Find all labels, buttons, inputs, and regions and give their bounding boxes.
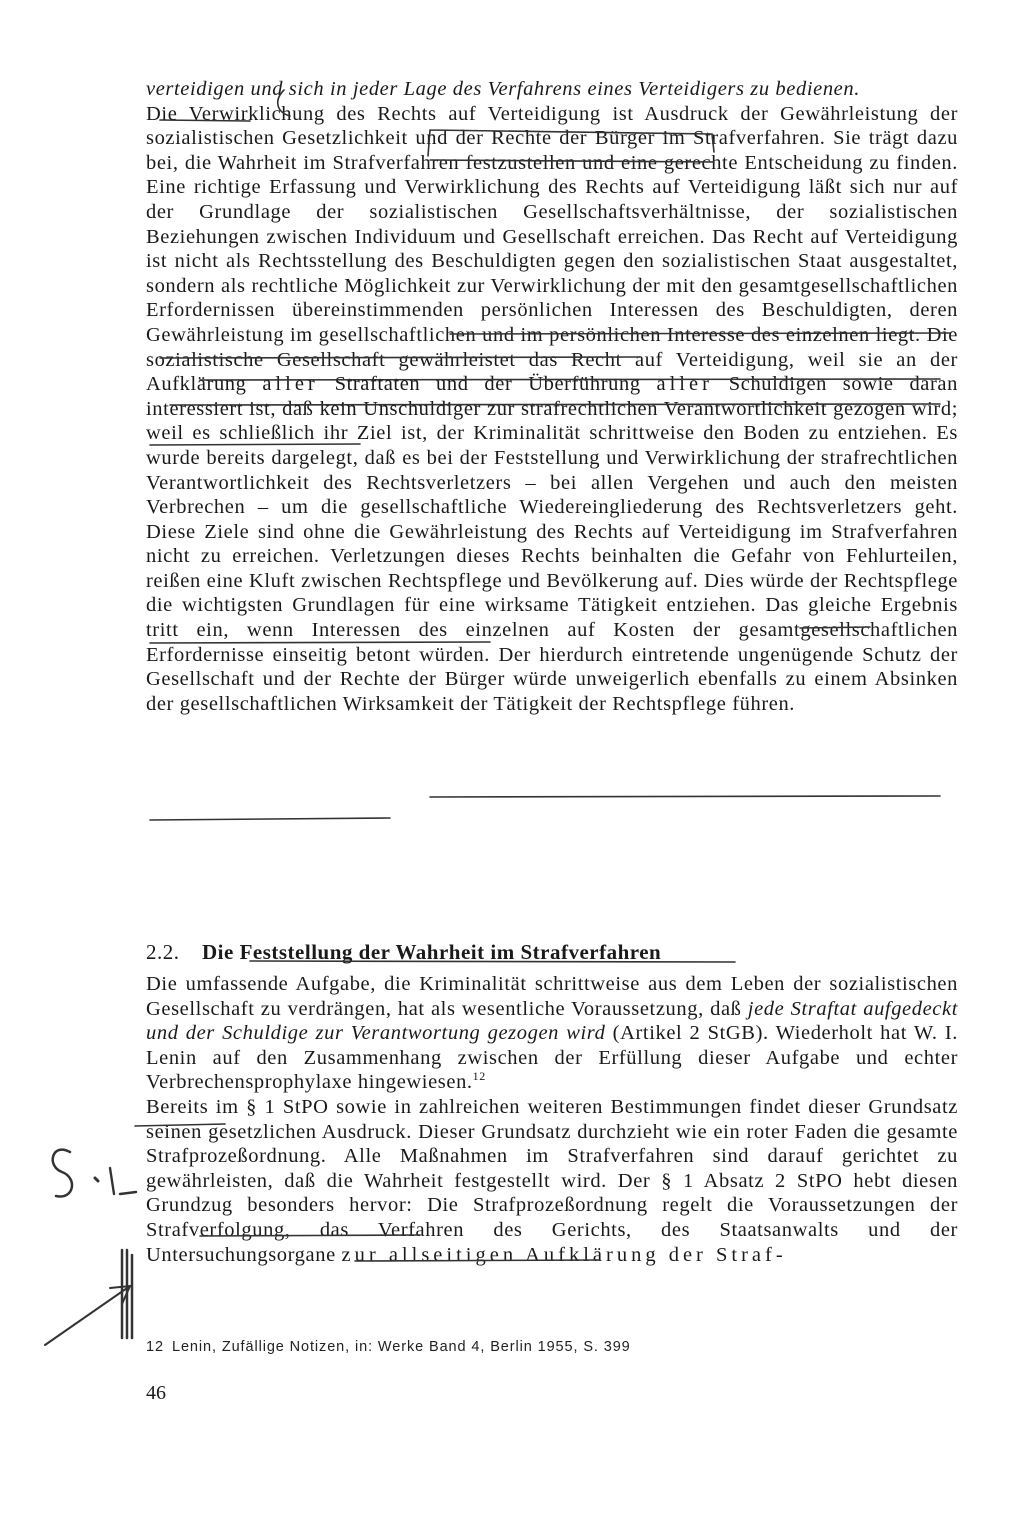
section-body: [146, 972, 958, 1267]
pen-dot: [95, 1178, 98, 1181]
intro-italic-lead: verteidigen und sich in jeder Lage des Verfahrens eines Verteidigers zu bedienen.: [146, 78, 860, 100]
intro-text: [146, 77, 958, 716]
page-number: 46: [146, 1382, 166, 1404]
spaced-aller-1: aller: [262, 373, 319, 396]
section-p2-text: Bereits im § 1 StPO sowie in zahlreichen weiteren Bestimmungen findet dieser Grundsatz seinen gesetzlichen Ausdruck. Dieser Grundsatz durchzieht wie ein roter Faden die gesamte Strafprozeßordnung. Alle Maßnahmen im Strafverfahren sind darauf gerichtet zu gewährleisten, daß die Wahrheit festgestellt wird. Der § 1 Absatz 2 StPO hebt diesen Grundzug besonders hervor: Die Strafprozeßordnung regelt die Voraussetzungen der Strafverfolgung, das Verfahren des Gerichts, des Staatsanwalts und der Untersuchungsorgane: [146, 1095, 958, 1266]
section-paragraph-1: [146, 972, 958, 1095]
pen-arrow: [45, 1286, 130, 1345]
section-paragraph-2: [146, 1095, 958, 1267]
section-p1-italic: jede Straftat aufgedeckt und der Schuldige zur Verantwortung gezogen wird: [146, 997, 959, 1045]
section-p2-spaced: zur allseitigen Aufklärung der Straf-: [341, 1243, 787, 1266]
intro-text-a: Die Verwirklichung des Rechts auf Verteidigung ist Ausdruck der Gewährleistung der sozialistischen Gesetzlichkeit und der Rechte der Bürger im Strafverfahren. Sie trägt dazu bei, die Wahrheit im Strafverfahren festzustellen und eine gerechte Entscheidung zu finden. Eine richtige Erfassung und Verwirklichung des Rechts auf Verteidigung läßt sich nur auf der Grundlage der sozialistischen Gesellschaftsverhältnisse, der sozialistischen Beziehungen zwischen Individuum und Gesellschaft erreichen. Das Recht auf Verteidigung ist nicht als Rechtsstellung des Beschuldigten gegen den sozialistischen Staat ausgestaltet, sondern als rechtliche Möglichkeit zur Verwirklichung der mit den gesamtgesellschaftlichen Erfordernissen übereinstimmenden persönlichen Interessen des Beschuldigten, deren Gewährleistung im gesellschaftlichen und im persönlichen Interesse des einzelnen liegt. Die sozialistische Gesellschaft gewährleistet das Recht auf Verteidigung, weil sie an der Aufklärung: [146, 102, 958, 396]
footnote-number: 12: [146, 1339, 164, 1355]
section-number: 2.2.: [146, 940, 180, 964]
spaced-aller-2: aller: [656, 373, 713, 396]
intro-text-b: Schuldigen sowie daran interessiert ist, daß kein Unschuldiger zur strafrechtlichen Verantwortlichkeit gezogen wird; weil es schließlich ihr Ziel ist, der Kriminalität schrittweise den Boden zu entziehen. Es wurde bereits dargelegt, daß es bei der Feststellung und Verwirklichung der strafrechtlichen Verantwortlichkeit des Rechtsverletzers – bei allen Vergehen und auch den meisten Verbrechen – um die gesellschaftliche Wiedereingliederung des Rechtsverletzers geht. Diese Ziele sind ohne die Gewährleistung des Rechts auf Verteidigung im Strafverfahren nicht zu erreichen. Verletzungen dieses Rechts beinhalten die Gefahr von Fehlurteilen, reißen eine Kluft zwischen Rechtspflege und Bevölkerung auf. Dies würde der Rechtspflege die wichtigsten Grundlagen für eine wirksame Tätigkeit entziehen. Das gleiche Ergebnis tritt ein, wenn Interessen des einzelnen auf Kosten der gesamtgesellschaftlichen Erfordernisse einseitig betont würden. Der hierdurch eintretende ungenügende Schutz der Gesellschaft und der Rechte der Bürger würde unweigerlich ebenfalls zu einem Absinken der gesellschaftlichen Wirksamkeit der Tätigkeit der Rechtspflege führen.: [146, 373, 958, 715]
intro-paragraph: [146, 102, 958, 717]
section-p1-text-b: (Artikel 2 StGB). Wiederholt hat W. I. Lenin auf den Zusammenhang zwischen der Erfüllung dieser Aufgabe und echter Verbrechensprophylaxe hingewiesen.: [146, 1022, 958, 1094]
pen-digit-mark: [110, 1168, 136, 1194]
footnote: [146, 1339, 946, 1355]
footnote-reference: 12: [472, 1069, 486, 1084]
intro-text-2: Straftaten und der Überführung: [334, 373, 641, 396]
pen-underline: [150, 818, 390, 820]
section-sign-mark: [53, 1150, 72, 1197]
section-heading: [146, 940, 958, 965]
section-title: Die Feststellung der Wahrheit im Strafverfahren: [202, 940, 662, 964]
footnote-text: Lenin, Zufällige Notizen, in: Werke Band 4, Berlin 1955, S. 399: [172, 1339, 631, 1355]
pen-margin-bars: [122, 1250, 132, 1338]
pen-underline: [430, 796, 940, 797]
section-p1-text-a: Die umfassende Aufgabe, die Kriminalität schrittweise aus dem Leben der sozialistischen Gesellschaft zu verdrängen, hat als wesentliche Voraussetzung, daß: [146, 973, 958, 1020]
